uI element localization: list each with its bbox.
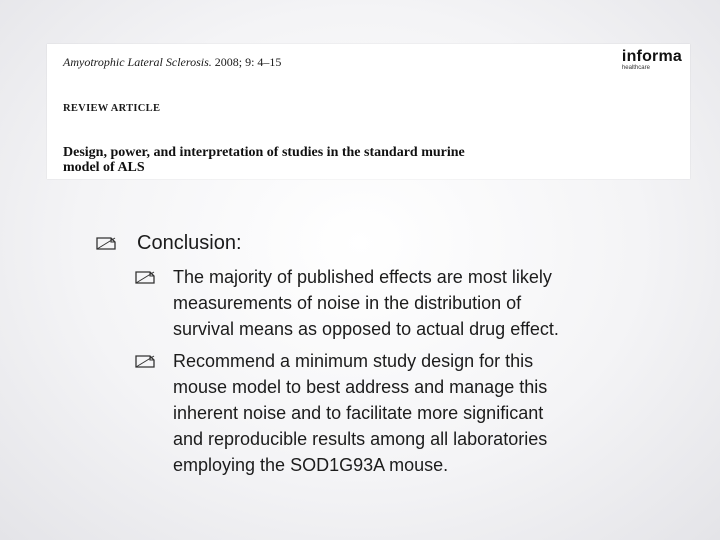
bullet-line: survival means as opposed to actual drug effect. xyxy=(173,319,559,339)
page-bullet-icon xyxy=(134,353,156,369)
bullet-line: mouse model to best address and manage this xyxy=(173,377,548,397)
bullet-line: Recommend a minimum study design for this xyxy=(173,351,534,371)
bullet-line: The majority of published effects are most likely xyxy=(173,267,552,287)
article-type: REVIEW ARTICLE xyxy=(63,103,161,114)
bullet-line: employing the SOD1G93A mouse. xyxy=(173,455,449,475)
publisher-subtitle: healthcare xyxy=(621,65,650,71)
article-title xyxy=(63,145,683,175)
publisher-name: informa xyxy=(621,48,682,65)
page-bullet-icon xyxy=(95,235,117,251)
page-bullet-icon xyxy=(134,269,156,285)
article-title-line: Design, power, and interpretation of studies in the standard murine xyxy=(63,145,465,160)
article-title-line: model of ALS xyxy=(63,160,145,175)
citation-journal: Amyotrophic Lateral Sclerosis. xyxy=(63,55,212,69)
bullet-line: measurements of noise in the distribution of xyxy=(173,293,522,313)
bullet-text-2 xyxy=(173,348,547,478)
publisher-logo xyxy=(622,48,682,71)
bullet-line: inherent noise and to facilitate more significant xyxy=(173,403,544,423)
conclusion-heading: Conclusion: xyxy=(137,232,242,254)
article-header-image xyxy=(47,44,690,179)
bullet-text-1 xyxy=(173,264,559,342)
journal-citation xyxy=(63,55,281,70)
bullet-line: and reproducible results among all laboratories xyxy=(173,429,548,449)
citation-issue: 2008; 9: 4–15 xyxy=(211,55,282,69)
